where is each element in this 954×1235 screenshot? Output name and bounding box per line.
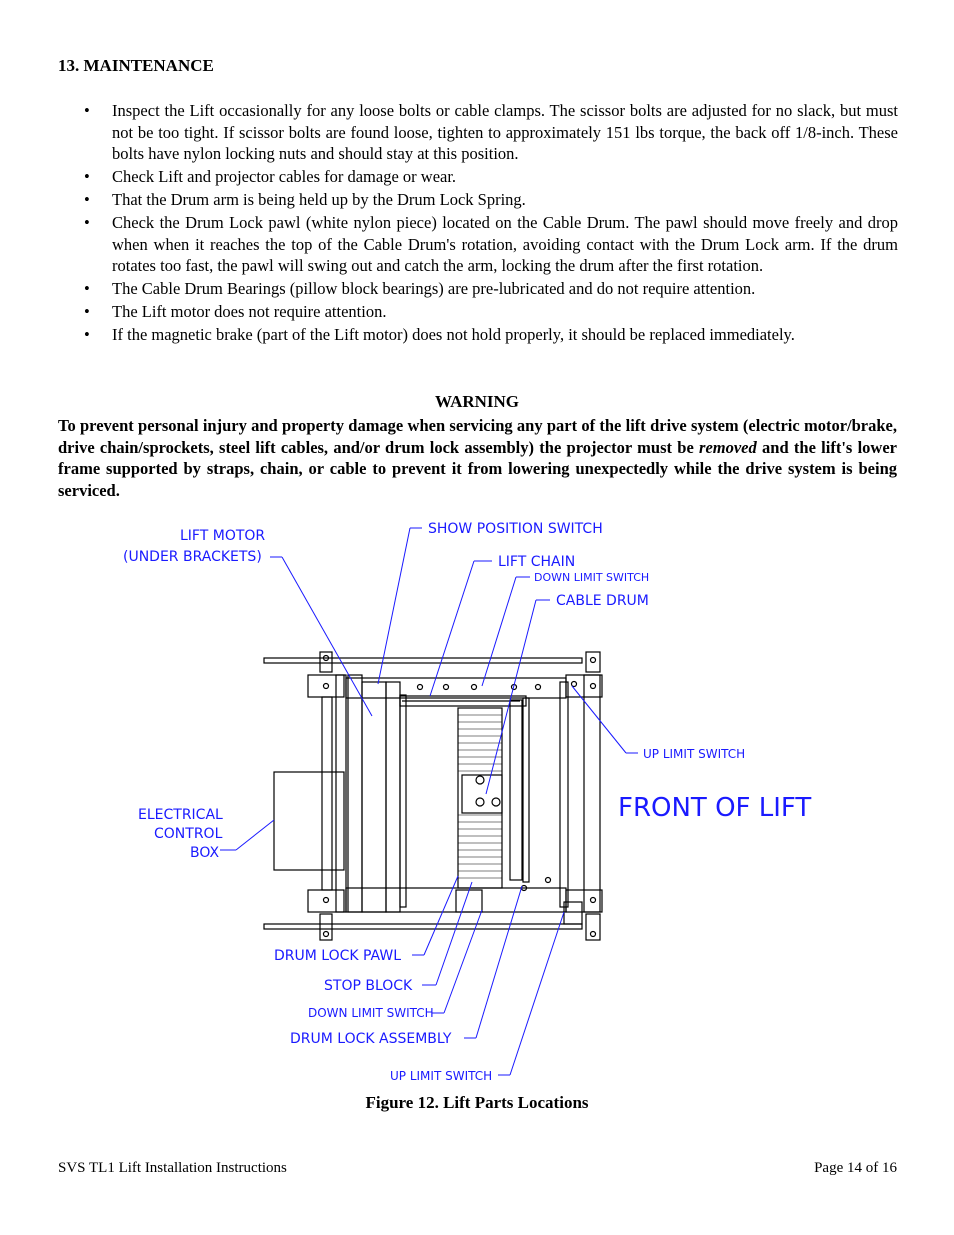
list-item [58, 278, 898, 300]
warning-text-end: and the lift's lower frame supported by straps, chain, or cable to prevent it from lowering unexpectedly while the drive system is being serviced. [58, 437, 897, 500]
label-cable-drum: CABLE DRUM [556, 593, 649, 609]
footer-page-number: Page 14 of 16 [814, 1160, 897, 1176]
warning-text [58, 415, 897, 501]
warning-emphasis: removed [699, 437, 757, 457]
bullet-icon: • [84, 279, 90, 298]
list-item-text: Inspect the Lift occasionally for any loose bolts or cable clamps. The scissor bolts are adjusted for no slack, but must not be too tight. If scissor bolts are found loose, tighten to approximately 151 lbs torque, the back off 1/8-inch. These bolts have nylon locking nuts and should stay at this position. [112, 101, 898, 163]
label-show-position-switch: SHOW POSITION SWITCH [428, 521, 603, 537]
section-heading: 13. MAINTENANCE [58, 56, 214, 75]
list-item [58, 100, 898, 165]
footer-title: SVS TL1 Lift Installation Instructions [58, 1160, 287, 1176]
bullet-icon: • [84, 302, 90, 321]
maintenance-list [58, 100, 898, 347]
lift-parts-diagram [110, 510, 850, 1090]
list-item-text: The Cable Drum Bearings (pillow block bearings) are pre-lubricated and do not require attention. [112, 279, 756, 298]
figure-caption: Figure 12. Lift Parts Locations [365, 1093, 589, 1112]
list-item [58, 324, 898, 346]
label-up-limit-switch-bottom: UP LIMIT SWITCH [390, 1069, 493, 1083]
label-control: CONTROL [154, 826, 223, 842]
warning-text-start: To prevent personal injury and property damage when servicing any part of the lift drive system (electric motor/brake, drive chain/sprockets, steel lift cables, and/or drum lock assembly) the projector must be [58, 416, 897, 457]
list-item [58, 301, 898, 323]
label-stop-block: STOP BLOCK [324, 978, 413, 994]
label-lift-chain: LIFT CHAIN [498, 554, 576, 570]
bullet-icon: • [84, 190, 90, 209]
label-drum-lock-pawl: DRUM LOCK PAWL [274, 948, 402, 964]
bullet-icon: • [84, 325, 90, 344]
label-down-limit-switch-bottom: DOWN LIMIT SWITCH [308, 1006, 434, 1020]
list-item [58, 212, 898, 277]
warning-title: WARNING [434, 392, 520, 411]
list-item-text: Check the Drum Lock pawl (white nylon piece) located on the Cable Drum. The pawl should move freely and drop when when it reaches the top of the Cable Drum's rotation, avoiding contact with the Drum Lock arm. If the drum rotates too fast, the pawl will swing out and catch the arm, locking the drum after the first rotation. [112, 213, 898, 275]
list-item-text: Check Lift and projector cables for damage or wear. [112, 167, 457, 186]
list-item-text: That the Drum arm is being held up by the Drum Lock Spring. [112, 190, 526, 209]
list-item-text: If the magnetic brake (part of the Lift motor) does not hold properly, it should be replaced immediately. [112, 325, 795, 344]
lift-frame-drawing [264, 652, 602, 940]
label-front-of-lift: FRONT OF LIFT [618, 793, 812, 823]
label-electrical: ELECTRICAL [138, 807, 223, 823]
bullet-icon: • [84, 213, 90, 232]
label-under-brackets: (UNDER BRACKETS) [123, 549, 262, 565]
callout-lines [220, 528, 638, 1075]
label-lift-motor: LIFT MOTOR [180, 528, 266, 544]
bullet-icon: • [84, 167, 90, 186]
callout-labels [123, 521, 811, 1083]
bullet-icon: • [84, 101, 90, 120]
label-box: BOX [190, 845, 220, 861]
list-item-text: The Lift motor does not require attention. [112, 302, 387, 321]
label-up-limit-switch-right: UP LIMIT SWITCH [643, 747, 746, 761]
label-drum-lock-assembly: DRUM LOCK ASSEMBLY [290, 1031, 452, 1047]
list-item [58, 189, 898, 211]
list-item [58, 166, 898, 188]
label-down-limit-switch-top: DOWN LIMIT SWITCH [534, 571, 650, 584]
